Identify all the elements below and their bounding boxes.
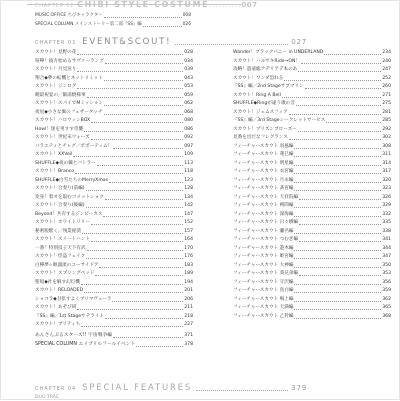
toc-entry[interactable]: [233, 109, 391, 118]
toc-entry-title: Wander！ブラックパニー in UNDERLAND: [233, 50, 324, 55]
toc-entry-page: 189: [184, 271, 193, 276]
leader-dots: [136, 343, 183, 347]
toc-entry-title: フィーチャースカウト 天満編: [233, 305, 294, 310]
toc-entry[interactable]: [35, 211, 193, 220]
toc-entry-page: 320: [382, 177, 391, 183]
toc-entry-title: 翔合◆夢の転機とネットリミット: [35, 75, 103, 81]
toc-entry[interactable]: [233, 83, 391, 92]
toc-entry-title: 夜星◆小さな翼のフェザータッチ: [35, 109, 103, 115]
toc-entry-title: フィーチャースカウト 斎宮編: [233, 186, 294, 191]
toc-entry-title: フィーチャースカウト 遊木編: [233, 245, 294, 251]
toc-entry-title: スカウト！ジンログ: [35, 84, 77, 89]
toc-entry[interactable]: [233, 75, 391, 84]
toc-entry-page: 329: [382, 203, 391, 208]
toc-entry[interactable]: [35, 49, 193, 58]
toc-entry[interactable]: [233, 143, 391, 152]
leader-dots: [294, 281, 381, 285]
toc-entry-page: 113: [184, 160, 193, 166]
toc-entry-page: 308: [382, 143, 391, 149]
toc-entry-title: フィーチャースカウト 蓮巳編: [233, 152, 294, 157]
toc-entry[interactable]: [233, 92, 391, 101]
chapter3-page: 027: [291, 38, 307, 46]
leader-dots: [103, 213, 183, 217]
leader-dots: [294, 162, 381, 166]
toc-entry[interactable]: [35, 202, 193, 211]
toc-entry-title: 喧嘩！彼方始めるサヴァーラング: [35, 58, 104, 64]
toc-entry[interactable]: [233, 211, 391, 220]
toc-entry-page: 028: [184, 50, 193, 55]
toc-entry-title: 『SS』編／2nd Stageサブマリン: [233, 84, 304, 89]
leader-dots: [104, 102, 183, 106]
toc-entry-page: 362: [382, 296, 391, 302]
toc-entry-page: 359: [382, 288, 391, 293]
leader-dots: [77, 68, 183, 72]
leader-dots: [86, 187, 184, 191]
toc-entry-page: 347: [382, 254, 391, 259]
leader-dots: [86, 255, 183, 259]
toc-entry-page: 170: [184, 245, 193, 251]
toc-entry-title: フィーチャースカウト 守沢編: [233, 279, 294, 285]
toc-entry-title: Beyond！共有するジンピーカス: [35, 211, 103, 217]
toc-entry-page: 211: [184, 305, 193, 310]
toc-entry[interactable]: [35, 143, 193, 152]
toc-entry[interactable]: [233, 202, 391, 211]
toc-entry[interactable]: [35, 12, 191, 20]
toc-entry-title: バラエティとチャグ／ポポーティム！: [35, 143, 113, 149]
toc-entry-title: 一番！特別技子天下有武: [35, 245, 86, 251]
toc-entry-page: 053: [184, 84, 193, 89]
toc-entry-page: 285: [382, 118, 391, 123]
toc-entry-page: 341: [382, 237, 391, 242]
leader-dots: [298, 128, 382, 132]
toc-entry-page: 043: [184, 75, 193, 81]
toc-entry[interactable]: [35, 151, 193, 160]
toc-entry[interactable]: [35, 83, 193, 92]
toc-entry[interactable]: [35, 253, 193, 262]
leader-dots: [112, 298, 183, 302]
toc-entry-page: 164: [184, 237, 193, 242]
leader-dots: [81, 281, 183, 285]
toc-entry-page: 183: [184, 262, 193, 268]
toc-entry-title: スカウト！合奏り(後編): [35, 203, 85, 208]
toc-entry-title: フィーチャースカウト 明星編: [233, 160, 294, 166]
chapter3-title: EVENT&SCOUT!: [82, 37, 172, 47]
toc-entry-title: フィーチャースカウト 大神編: [233, 262, 294, 268]
toc-entry-title: 攻略！遊遠総アデリアデ本のあ: [233, 67, 298, 72]
toc-entry[interactable]: [35, 245, 193, 254]
toc-entry-page: 008: [182, 13, 191, 18]
leader-dots: [294, 306, 381, 310]
toc-entry-page: 134: [184, 194, 193, 200]
toc-entry-title: 『SS』編／3rd Stageシークレットサービス: [233, 118, 326, 123]
leader-dots: [143, 23, 182, 27]
toc-entry-page: 201: [184, 288, 193, 293]
leader-dots: [91, 136, 184, 140]
toc-entry[interactable]: [35, 279, 193, 288]
leader-dots: [294, 264, 381, 268]
leader-dots: [294, 153, 381, 157]
toc-entry[interactable]: [35, 262, 193, 271]
leader-dots: [81, 323, 183, 327]
toc-entry[interactable]: [233, 49, 391, 58]
toc-entry-title: SPECIAL COLUMN メインストーリー第二部『SS』編: [35, 22, 142, 27]
toc-entry-page: 206: [184, 296, 193, 302]
toc-entry[interactable]: [35, 313, 193, 322]
chapter4-dots: [196, 390, 288, 391]
toc-entry-title: あんさんぶるスターズ!! 宇宙戦争編: [35, 333, 113, 338]
chapter4-first-entry[interactable]: DUO TRAC: [35, 395, 60, 400]
toc-entry-page: 194: [184, 279, 193, 285]
toc-entry-title: スカウト！ハロウィンBOX: [35, 118, 91, 123]
leader-dots: [305, 85, 382, 89]
chapter3-label: CHAPTER.03: [35, 40, 77, 46]
toc-entry-title: スカウト！プリズンブローズー: [233, 126, 297, 132]
leader-dots: [77, 51, 183, 55]
leader-dots: [294, 187, 381, 191]
toc-entry-page: 356: [382, 279, 391, 285]
toc-entry-page: 152: [184, 220, 193, 225]
toc-entry-page: 062: [184, 101, 193, 106]
toc-entry[interactable]: [35, 194, 193, 203]
toc-entry-title: SHUFFLE◆夜の棘とバトラー: [35, 160, 96, 166]
toc-entry[interactable]: [35, 296, 193, 305]
toc-entry-title: スカウト！月見送り: [35, 67, 77, 72]
toc-entry-title: ショコラ◆甘拡すよくブリマヴェーラ: [35, 296, 112, 302]
toc-entry-title: SHUFFLE◆Ringが違う歌の音: [233, 101, 295, 106]
toc-entry-page: 218: [184, 313, 193, 319]
leader-dots: [294, 213, 381, 217]
toc-entry[interactable]: [233, 304, 391, 313]
toc-entry-page: 353: [382, 271, 391, 276]
toc-entry[interactable]: [35, 58, 193, 67]
toc-entry[interactable]: [233, 117, 391, 126]
toc-entry-page: 260: [382, 84, 391, 89]
leader-dots: [289, 111, 382, 115]
toc-entry[interactable]: [35, 177, 193, 186]
toc-entry-title: スカウト！見野の花: [35, 50, 77, 55]
toc-entry[interactable]: [35, 160, 193, 169]
toc-entry-page: 371: [184, 333, 193, 338]
toc-entry-page: 068: [184, 109, 193, 115]
toc-entry-title: フィーチャースカウト 朔間編: [233, 203, 294, 208]
toc-entry[interactable]: [35, 332, 193, 341]
toc-entry-title: Howl！迷を男すす奇襲: [35, 126, 84, 132]
toc-entry[interactable]: [35, 236, 193, 245]
leader-dots: [294, 170, 381, 174]
toc-entry-page: 147: [184, 211, 193, 217]
toc-entry-page: 039: [184, 67, 193, 72]
toc-entry-page: 092: [184, 135, 193, 140]
leader-dots: [84, 128, 183, 132]
toc-entry-page: 335: [382, 220, 391, 225]
toc-entry-title: スカウト！ジェムスフィア: [233, 109, 288, 115]
leader-dots: [109, 179, 183, 183]
toc-entry[interactable]: [233, 236, 391, 245]
leader-dots: [113, 334, 183, 338]
toc-entry[interactable]: [233, 279, 391, 288]
toc-entry[interactable]: [233, 194, 391, 203]
toc-entry-title: 変身！着オを取むコメットショク: [35, 194, 104, 200]
leader-dots: [82, 230, 183, 234]
toc-entry-title: フィーチャースカウト 瀬名編: [233, 228, 294, 234]
leader-dots: [113, 145, 183, 149]
toc-entry-page: 128: [184, 186, 193, 191]
toc-entry-title: 聖船◆社を解す幻灯機: [35, 279, 80, 285]
toc-entry-page: 302: [382, 135, 391, 140]
toc-entry-title: スカウト！ハルサキRide→ON！: [233, 58, 301, 64]
leader-dots: [299, 272, 381, 276]
toc-entry-page: 311: [382, 152, 391, 157]
leader-dots: [77, 306, 183, 310]
leader-dots: [104, 14, 182, 18]
toc-entry-title: スカウト！スプリングベッド: [35, 271, 95, 276]
leader-dots: [91, 119, 183, 123]
chapter2-title: CHIBI STYLE COSTUME: [77, 0, 210, 9]
chapter4-title: SPECIAL FEATURES: [82, 383, 193, 393]
toc-entry[interactable]: [35, 287, 193, 296]
toc-entry-page: 271: [382, 92, 391, 98]
toc-entry-page: 281: [382, 109, 391, 115]
toc-entry-title: フィーチャースカウト つむぎ編: [233, 237, 299, 242]
chapter3-heading: [35, 37, 307, 47]
leader-dots: [105, 60, 183, 64]
toc-entry[interactable]: [233, 177, 391, 186]
toc-entry-page: 368: [382, 313, 391, 319]
leader-dots: [294, 298, 381, 302]
toc-entry-page: 123: [184, 177, 193, 183]
leader-dots: [75, 170, 183, 174]
toc-entry-page: 118: [184, 169, 193, 174]
toc-entry-title: スカウト！ホワイトリリー: [35, 220, 90, 225]
toc-entry-title: 競最祝宴の／飯湯焼様事: [35, 92, 86, 98]
toc-entry[interactable]: [233, 58, 391, 67]
chapter3-dots: [175, 44, 288, 45]
leader-dots: [294, 145, 381, 149]
toc-entry-page: 086: [184, 126, 193, 132]
leader-dots: [299, 238, 381, 242]
toc-entry[interactable]: [233, 287, 391, 296]
toc-entry-page: 378: [184, 341, 193, 347]
toc-entry[interactable]: [233, 270, 391, 279]
toc-entry[interactable]: [233, 313, 391, 322]
leader-dots: [73, 153, 183, 157]
toc-entry-title: フィーチャースカウト 姫宮編: [233, 254, 294, 259]
toc-entry[interactable]: [233, 228, 391, 237]
toc-entry-page: 227: [184, 322, 193, 327]
leader-dots: [91, 238, 183, 242]
toc-entry-page: 317: [382, 169, 391, 174]
toc-entry[interactable]: [35, 321, 193, 330]
toc-entry-title: フィーチャースカウト 葵兄弟編: [233, 271, 299, 276]
chapter2-dots: ..........: [209, 1, 242, 9]
toc-entry-title: 秘密脱駅く／残業経済: [35, 228, 81, 234]
toc-entry-title: フィーチャースカウト 真白編: [233, 288, 294, 293]
toc-entry-title: スカウト！スイートハント: [35, 237, 90, 242]
toc-entry-title: スカウト！XXVeil: [35, 152, 73, 157]
toc-entry-page: 332: [382, 211, 391, 217]
toc-entry-page: 326: [382, 194, 391, 200]
toc-entry-title: スカウト！ブリティち: [35, 322, 81, 327]
toc-entry-title: スカウト！ワンダ恐れる: [233, 75, 284, 81]
toc-entry-title: MUSIC OFFICE ちびキャラクター: [35, 13, 103, 18]
toc-entry-page: 234: [382, 50, 391, 55]
toc-entry-page: 247: [382, 67, 391, 72]
toc-entry-page: 338: [382, 228, 391, 234]
toc-entry-title: スカウト！RELOADED: [35, 288, 84, 293]
toc-entry-title: SHUFFLE◆白雪たちのMerryXmas: [35, 177, 109, 183]
toc-entry-page: 080: [184, 118, 193, 123]
toc-entry-title: スカウト！合奏り(前編): [35, 186, 85, 191]
toc-entry-title: フィーチャースカウト 月永編: [233, 177, 294, 183]
chapter4-heading: [35, 383, 307, 393]
leader-dots: [104, 111, 184, 115]
leader-dots: [105, 196, 183, 200]
toc-entry-title: SPECIAL COLUMN エイプリルフールイベント: [35, 341, 136, 347]
toc-entry-page: 365: [382, 305, 391, 310]
leader-dots: [282, 94, 381, 98]
toc-entry-page: 176: [184, 254, 193, 259]
leader-dots: [294, 204, 381, 208]
toc-entry-title: フィーチャースカウト 日々樹編: [233, 220, 299, 225]
leader-dots: [97, 162, 184, 166]
leader-dots: [299, 196, 381, 200]
toc-entry-title: フィーチャースカウト 鳴上編: [233, 296, 294, 302]
leader-dots: [298, 68, 381, 72]
toc-entry[interactable]: [35, 304, 193, 313]
toc-entry-page: 157: [184, 228, 193, 234]
toc-entry[interactable]: [35, 126, 193, 135]
toc-entry[interactable]: [233, 160, 391, 169]
toc-entry[interactable]: [233, 219, 391, 228]
leader-dots: [84, 289, 183, 293]
leader-dots: [299, 221, 381, 225]
leader-dots: [87, 94, 184, 98]
leader-dots: [77, 85, 183, 89]
toc-entry-title: フィーチャースカウト 羽風編: [233, 143, 294, 149]
toc-entry[interactable]: [35, 92, 193, 101]
chapter2-heading: [35, 0, 258, 9]
leader-dots: [95, 272, 183, 276]
chapter4-page: 379: [291, 384, 307, 392]
toc-extra-entries: [35, 332, 193, 349]
toc-entry[interactable]: [35, 75, 193, 84]
toc-entry[interactable]: [233, 151, 391, 160]
toc-entry-title: フィーチャースカウト 衣宮編: [233, 169, 294, 174]
toc-entry-title: フィーチャースカウト 乙狩編: [233, 313, 294, 319]
toc-entry[interactable]: [35, 228, 193, 237]
toc-entry-title: フィーチャースカウト 深海編: [233, 211, 294, 217]
leader-dots: [91, 221, 183, 225]
leader-dots: [99, 264, 183, 268]
leader-dots: [105, 315, 183, 319]
toc-entry[interactable]: [233, 185, 391, 194]
toc-entry[interactable]: [233, 100, 391, 109]
toc-entry[interactable]: [35, 134, 193, 143]
toc-entry-title: スカウト！あぞび研: [35, 305, 77, 310]
toc-entry[interactable]: [35, 185, 193, 194]
leader-dots: [104, 77, 183, 81]
toc-entry-title: スカウト！Branco: [35, 169, 75, 174]
toc-entry-title: 『SS』編／1st Stageサテライト: [35, 313, 104, 319]
toc-entry-page: 109: [184, 152, 193, 157]
toc-entry[interactable]: [233, 296, 391, 305]
toc-entry[interactable]: [35, 168, 193, 177]
leader-dots: [294, 247, 381, 251]
leader-dots: [294, 289, 381, 293]
toc-entry-page: 034: [184, 58, 193, 64]
toc-entry-title: フィーチャースカウト 天祥院編: [233, 194, 299, 200]
leader-dots: [324, 51, 381, 55]
toc-entry-page: 275: [382, 101, 391, 106]
toc-entry-page: 323: [382, 186, 391, 191]
toc-entry-title: 白樺夢☆眠器流のユーサイドア: [35, 262, 99, 268]
toc-entry-page: 059: [184, 92, 193, 98]
toc-entry[interactable]: [35, 270, 193, 279]
toc-entry[interactable]: [35, 117, 193, 126]
leader-dots: [294, 230, 381, 234]
leader-dots: [284, 77, 381, 81]
toc-column-right: [233, 49, 391, 321]
toc-entry-title: スカウト！Ring A Bell: [233, 92, 281, 98]
toc-entry-page: 097: [184, 143, 193, 149]
toc-entry-title: 見番を出だなフレグランス: [233, 135, 288, 140]
toc-entry-title: スカウト！世紀末ウォーズ: [35, 135, 90, 140]
toc-entry[interactable]: [35, 21, 191, 29]
leader-dots: [86, 204, 184, 208]
leader-dots: [296, 102, 381, 106]
leader-dots: [326, 119, 381, 123]
toc-column-left: [35, 49, 193, 330]
leader-dots: [294, 179, 381, 183]
toc-entry-title: スカウト！スパイでMミッション: [35, 101, 104, 106]
leader-dots: [294, 315, 381, 319]
toc-entry[interactable]: [233, 134, 391, 143]
toc-entry[interactable]: [35, 341, 193, 350]
toc-entry[interactable]: [233, 245, 391, 254]
toc-entry-page: 142: [184, 203, 193, 208]
chapter2-page: 007: [241, 1, 258, 9]
toc-entry[interactable]: [35, 219, 193, 228]
leader-dots: [87, 247, 184, 251]
toc-entry[interactable]: [35, 100, 193, 109]
leader-dots: [289, 136, 382, 140]
chapter2-label: CHAPTER.02: [35, 3, 75, 9]
toc-entry[interactable]: [35, 109, 193, 118]
leader-dots: [301, 60, 381, 64]
toc-entry-page: 292: [382, 126, 391, 132]
toc-entry[interactable]: [35, 66, 193, 75]
toc-entry-title: スカウト！怪盗フェイク: [35, 254, 86, 259]
toc-entry[interactable]: [233, 66, 391, 75]
toc-entry-page: 240: [382, 58, 391, 64]
toc-entry-page: 350: [382, 262, 391, 268]
leader-dots: [294, 255, 381, 259]
toc-entry[interactable]: [233, 253, 391, 262]
toc-entry[interactable]: [233, 262, 391, 271]
toc-entry[interactable]: [233, 168, 391, 177]
toc-entry-page: 344: [382, 245, 391, 251]
toc-entry-page: 252: [382, 75, 391, 81]
chapter4-label: CHAPTER.04: [35, 386, 77, 392]
toc-entry-page: 026: [182, 22, 191, 27]
toc-entry[interactable]: [233, 126, 391, 135]
toc-entry-page: 314: [382, 160, 391, 166]
